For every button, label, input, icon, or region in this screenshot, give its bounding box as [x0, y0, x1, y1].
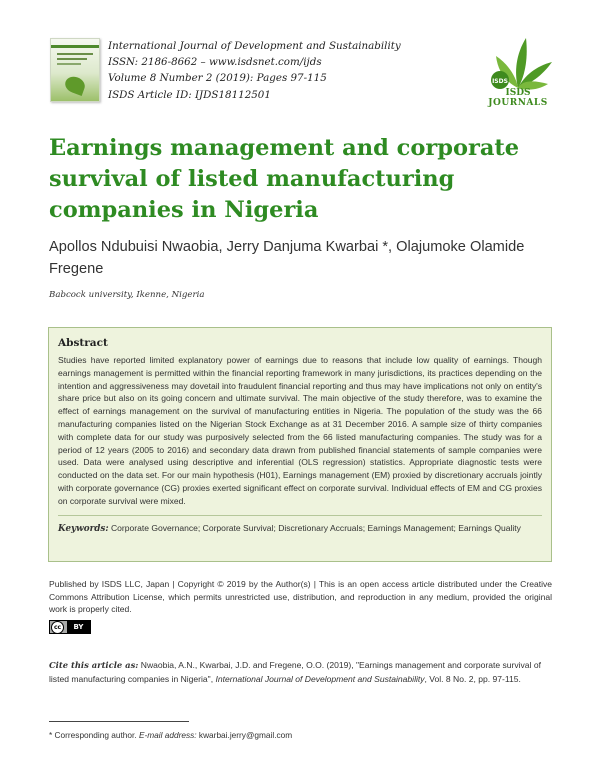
citation-authors-title: Nwaobia, A.N., Kwarbai, J.D. and Fregene, O.O. (2019), "Earnings management and corporate survival of listed manufacturing companies in Nigeria",	[49, 660, 541, 684]
email-link[interactable]: kwarbai.jerry@gmail.com	[198, 730, 293, 740]
footnote-marker: *	[49, 730, 53, 740]
keywords-label: Keywords:	[58, 523, 109, 534]
license-statement: Published by ISDS LLC, Japan | Copyright © 2019 by the Author(s) | This is an open access article distributed under the Creative Commons Attribution License, which permits unrestricted use, distribution, and reproduction in any medium, provided the original work is properly cited.	[49, 579, 552, 615]
abstract-box	[48, 327, 552, 562]
logo-line1: ISDS	[505, 88, 531, 98]
footnote	[49, 730, 292, 740]
abstract-body: Studies have reported limited explanatory power of earnings due to reasons that include low quality of earnings. Though earnings management is permitted within the financial reporting framework in many jurisdictions, its practices depending on the intention and aggressiveness may dovetail into fraudulent financial reporting and thus may have implications not only on entity's share price but also on its going concern and ultimate survival. The main objective of the study therefore, was to examine the effect of earnings management on the survival of manufacturing entities in Nigeria. The population of the study was the 66 manufacturing companies listed on the Nigerian Stock Exchange as at 31 December 2016. A sample size of thirty companies with complete data for our study was purposively selected from the 66 listed manufacturing companies. The study was for a period of 12 years (2005 to 2016) and secondary data drawn from published financial statements of sample companies were used. Data were analysed using descriptive and inferential (OLS regression) statistics. Appropriate diagnostic tests were conducted on the data set. For our main hypothesis (H01), Earnings management (EM) proxied by discretionary accruals jointly with corporate governance (CG) proxies exerted significant effect on corporate survival. Individual effects of EM and CG proxies on corporate survival were mixed.	[58, 355, 542, 506]
abstract-divider	[58, 515, 542, 516]
journal-cover-thumbnail	[50, 38, 100, 102]
author-list: Apollos Ndubuisi Nwaobia, Jerry Danjuma Kwarbai *, Olajumoke Olamide Fregene	[49, 239, 525, 277]
logo-line2: JOURNALS	[488, 98, 548, 108]
footnote-divider	[49, 721, 189, 722]
svg-text:ISDS: ISDS	[492, 78, 508, 85]
by-label: BY	[67, 621, 90, 633]
issn-line[interactable]: ISSN: 2186-8662 – www.isdsnet.com/ijds	[108, 56, 322, 69]
journal-info	[108, 38, 401, 103]
volume-line: Volume 8 Number 2 (2019): Pages 97-115	[108, 72, 327, 85]
citation-journal: International Journal of Development and Sustainability	[215, 673, 425, 684]
journal-name: International Journal of Development and Sustainability	[108, 40, 401, 52]
email-label: E-mail address:	[138, 730, 197, 740]
keywords	[58, 522, 542, 536]
abstract-heading: Abstract	[58, 337, 108, 349]
citation-label: Cite this article as:	[49, 660, 139, 670]
footnote-prefix: Corresponding author.	[54, 730, 137, 740]
logo-text	[470, 88, 566, 108]
article-id-line: ISDS Article ID: IJDS18112501	[108, 88, 271, 101]
keywords-list: Corporate Governance; Corporate Survival; Discretionary Accruals; Earnings Management; Earnings Quality	[110, 522, 521, 533]
article-title: Earnings management and corporate survival of listed manufacturing companies in Nigeria	[49, 135, 520, 223]
cc-by-license-icon[interactable]	[49, 620, 91, 634]
citation	[49, 659, 554, 686]
citation-volume: , Vol. 8 No. 2, pp. 97-115.	[424, 673, 521, 684]
affiliation: Babcock university, Ikenne, Nigeria	[49, 290, 205, 300]
cc-icon: cc	[51, 621, 64, 634]
